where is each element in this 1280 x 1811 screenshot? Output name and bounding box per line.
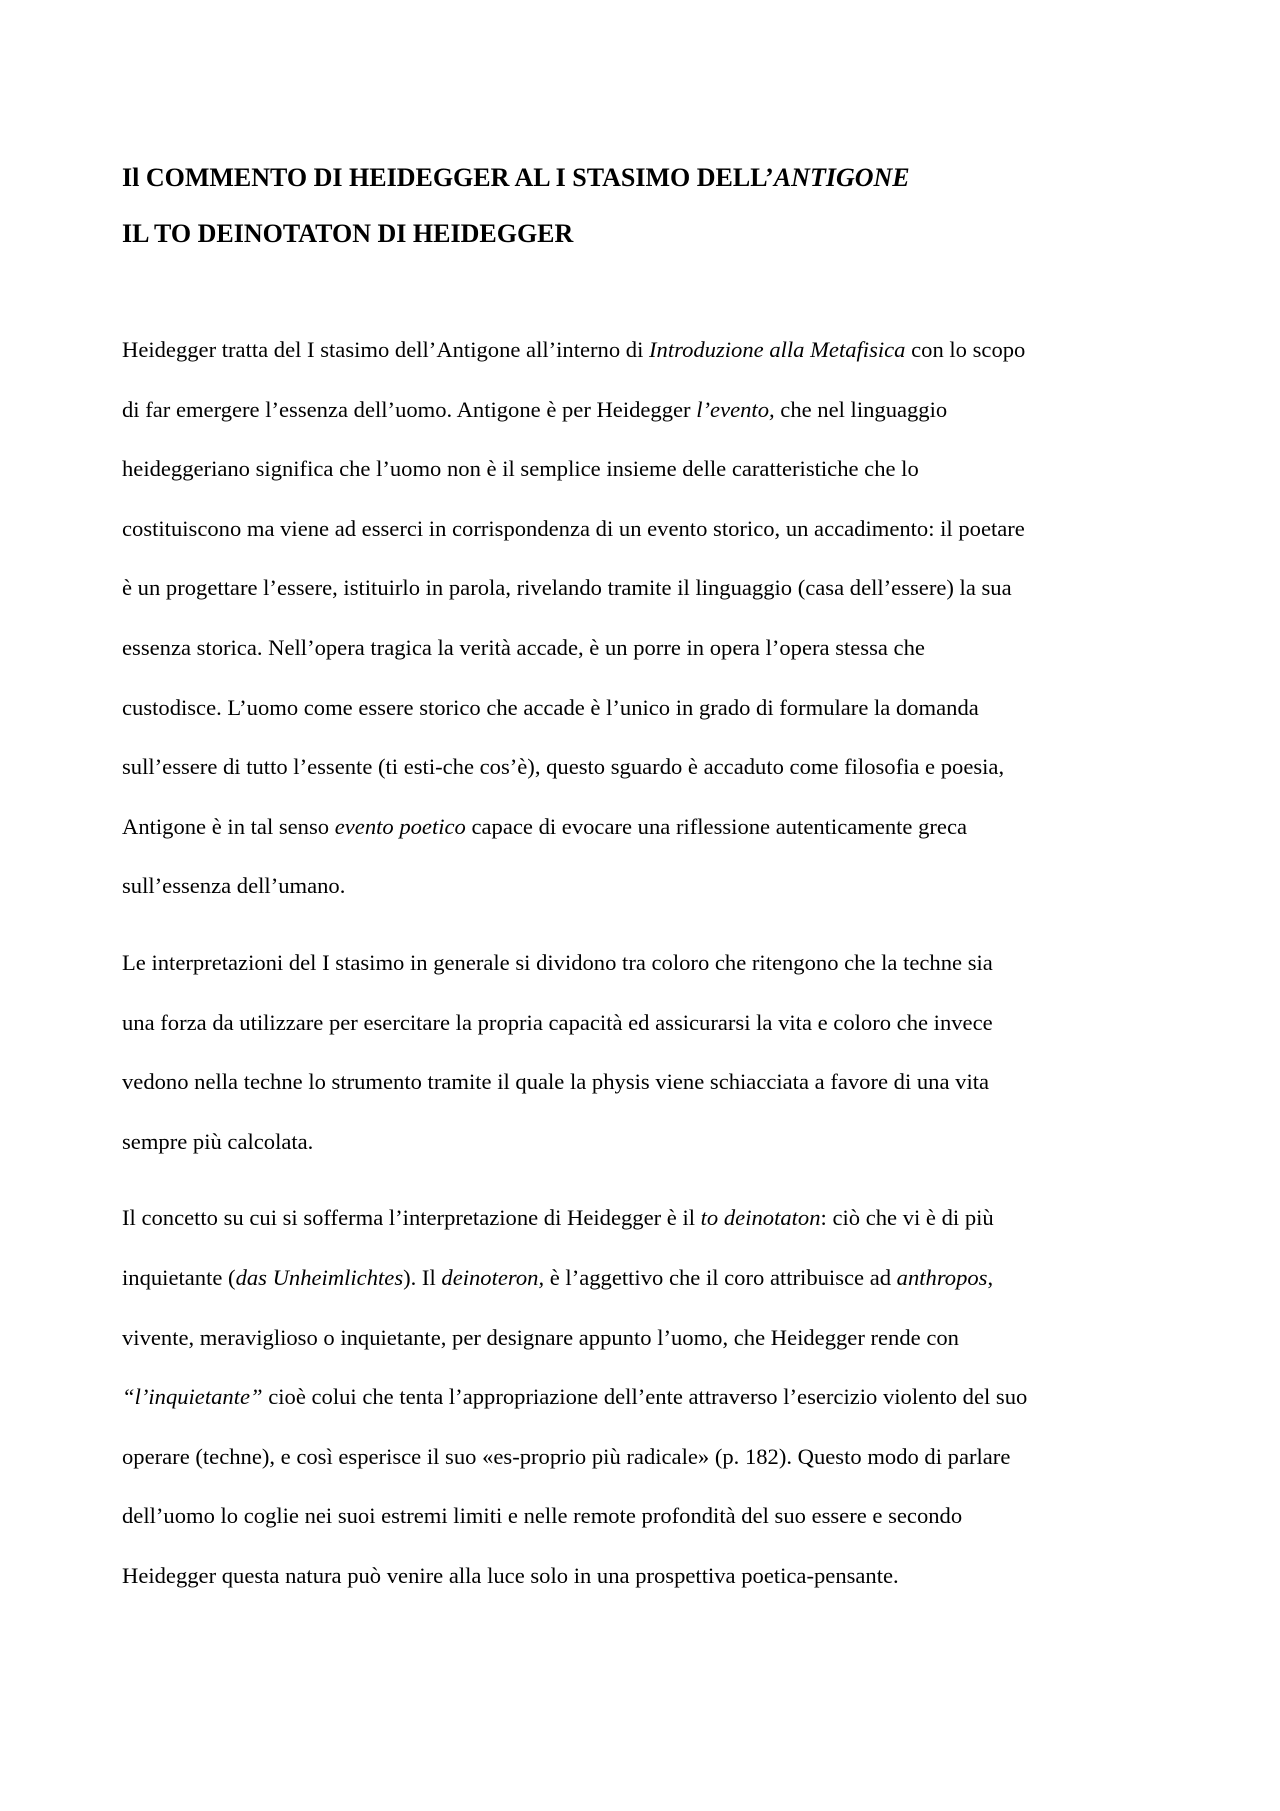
text-run: ). Il bbox=[403, 1264, 442, 1290]
text-line: Le interpretazioni del I stasimo in generale si dividono tra coloro che ritengono che la techne sia bbox=[122, 949, 993, 975]
text-line bbox=[122, 1248, 1172, 1308]
text-line bbox=[122, 320, 1172, 380]
italic-text: Introduzione alla Metafisica bbox=[649, 337, 906, 362]
document-title bbox=[122, 150, 1172, 206]
italic-text: deinoteron, bbox=[441, 1264, 545, 1290]
italic-text: evento poetico bbox=[334, 813, 466, 839]
text-run: capace di evocare una riflessione autenticamente greca bbox=[465, 813, 968, 839]
title-text: Il COMMENTO DI HEIDEGGER AL I STASIMO DELL’ bbox=[122, 163, 774, 192]
text-line: custodisce. L’uomo come essere storico che accade è l’unico in grado di formulare la domanda bbox=[122, 694, 979, 720]
italic-text: anthropos bbox=[896, 1264, 988, 1290]
text-run: Antigone è in tal senso bbox=[122, 813, 335, 839]
text-run: con lo scopo bbox=[905, 337, 1026, 362]
text-run: cioè colui che tenta l’appropriazione dell’ente attraverso l’esercizio violento del suo bbox=[262, 1384, 1028, 1410]
italic-text: das Unheimlichtes bbox=[235, 1264, 404, 1290]
text-line bbox=[122, 1367, 1172, 1427]
text-line: una forza da utilizzare per esercitare la propria capacità ed assicurarsi la vita e coloro che invece bbox=[122, 1009, 993, 1035]
text-line: dell’uomo lo coglie nei suoi estremi limiti e nelle remote profondità del suo essere e secondo bbox=[122, 1503, 963, 1529]
paragraph-spacer bbox=[122, 916, 1172, 933]
text-run: , bbox=[987, 1264, 994, 1290]
italic-text: to deinotaton bbox=[700, 1205, 821, 1231]
text-run: Il concetto su cui si sofferma l’interpretazione di Heidegger è il bbox=[122, 1205, 701, 1231]
text-line: costituiscono ma viene ad esserci in corrispondenza di un evento storico, un accadimento: il poetare bbox=[122, 515, 1025, 541]
text-line: è un progettare l’essere, istituirlo in parola, rivelando tramite il linguaggio (casa dell’essere) la sua bbox=[122, 575, 1012, 601]
text-line: Heidegger questa natura può venire alla luce solo in una prospettiva poetica-pensante. bbox=[122, 1562, 899, 1588]
text-run: Heidegger tratta del I stasimo dell’Antigone all’interno di bbox=[122, 337, 650, 362]
text-run: inquietante ( bbox=[122, 1264, 236, 1290]
text-line bbox=[122, 797, 1172, 857]
text-run: : ciò che vi è di più bbox=[820, 1205, 994, 1231]
document-page bbox=[122, 150, 1172, 1605]
text-line: vedono nella techne lo strumento tramite il quale la physis viene schiacciata a favore di una vita bbox=[122, 1069, 990, 1095]
italic-text: l’evento, bbox=[696, 396, 775, 422]
paragraph-1 bbox=[122, 320, 1172, 916]
paragraph-spacer bbox=[122, 1171, 1172, 1188]
text-line: heideggeriano significa che l’uomo non è il semplice insieme delle caratteristiche che lo bbox=[122, 456, 919, 482]
title-italic-antigone: ANTIGONE bbox=[773, 163, 910, 192]
text-line: essenza storica. Nell’opera tragica la verità accade, è un porre in opera l’opera stessa che bbox=[122, 634, 925, 660]
text-run: è l’aggettivo che il coro attribuisce ad bbox=[544, 1264, 897, 1290]
text-line: sull’essenza dell’umano. bbox=[122, 873, 346, 899]
text-run: di far emergere l’essenza dell’uomo. Antigone è per Heidegger bbox=[122, 396, 697, 422]
text-line: sull’essere di tutto l’essente (ti esti-che cos’è), questo sguardo è accaduto come filosofia e poesia, bbox=[122, 754, 1005, 780]
title-block bbox=[122, 150, 1172, 262]
text-line bbox=[122, 380, 1172, 440]
italic-text: “l’inquietante” bbox=[122, 1384, 263, 1410]
paragraph-3 bbox=[122, 1188, 1172, 1605]
text-line bbox=[122, 1188, 1172, 1248]
text-line: vivente, meraviglioso o inquietante, per designare appunto l’uomo, che Heidegger rende con bbox=[122, 1324, 959, 1350]
text-line: sempre più calcolata. bbox=[122, 1128, 314, 1154]
document-subtitle: IL TO DEINOTATON DI HEIDEGGER bbox=[122, 219, 574, 248]
paragraph-2 bbox=[122, 933, 1172, 1171]
text-run: che nel linguaggio bbox=[774, 396, 948, 422]
text-line: operare (techne), e così esperisce il suo «es-proprio più radicale» (p. 182). Questo modo di parlare bbox=[122, 1443, 1011, 1469]
